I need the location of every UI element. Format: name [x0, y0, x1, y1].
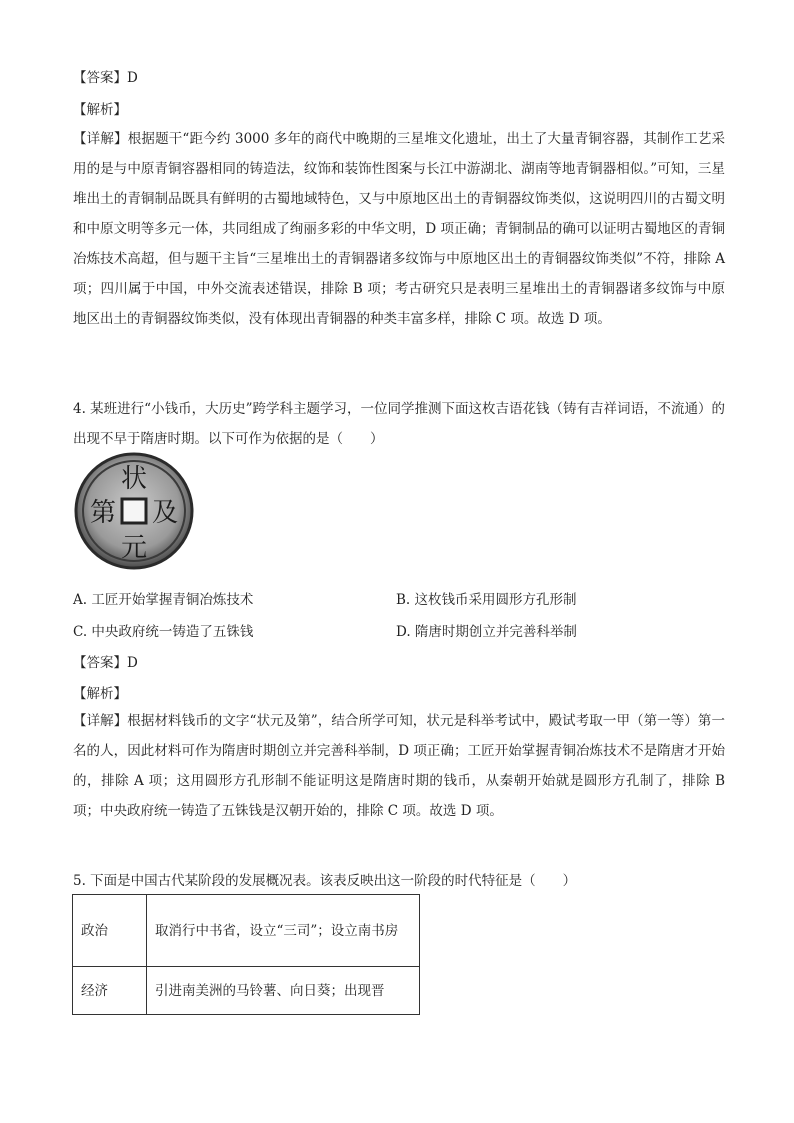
- q3-analysis-label: 【解析】: [73, 102, 127, 118]
- q5-stem: 5. 下面是中国古代某阶段的发展概况表。该表反映出这一阶段的时代特征是（ ）: [73, 873, 577, 889]
- q3-detail: 【详解】根据题干“距今约 3000 多年的商代中晚期的三星堆文化遗址，出土了大量青铜容器，其制作工艺采用的是与中原青铜容器相同的铸造法，纹饰和装饰性图案与长江中游湖北、湖南等地青铜器相似。”可知，三星堆出土的青铜制品既具有鲜明的古蜀地域特色，又与中原地区出土的青铜器纹饰类似，这说明四川的古蜀文明和中原文明等多元一体，共同组成了绚丽多彩的中华文明，D 项正确；青铜制品的确可以证明古蜀地区的青铜冶炼技术高超，但与题干主旨“三星堆出土的青铜器诸多纹饰与中原地区出土的青铜器纹饰类似”不符，排除 A 项；四川属于中国，中外交流表述错误，排除 B 项；考古研究只是表明三星堆出土的青铜器诸多纹饰与中原地区出土的青铜器纹饰类似，没有体现出青铜器的种类丰富多样，排除 C 项。故选 D 项。: [73, 131, 725, 327]
- table-key: 经济: [73, 967, 147, 1015]
- q3-answer: 【答案】D: [73, 70, 138, 86]
- q4-answer: 【答案】D: [73, 655, 138, 671]
- coin-char-right: 及: [151, 498, 179, 528]
- coin-char-top: 状: [120, 464, 148, 494]
- q4-stem: 4. 某班进行“小钱币，大历史”跨学科主题学习，一位同学推测下面这枚吉语花钱（铸有吉祥词语，不流通）的出现不早于隋唐时期。以下可作为依据的是（ ）: [73, 401, 725, 447]
- table-row: [73, 967, 420, 1015]
- table-key: 政治: [73, 895, 147, 967]
- q4-detail: 【详解】根据材料钱币的文字“状元及第”，结合所学可知，状元是科举考试中，殿试考取一甲（第一等）第一名的人，因此材料可作为隋唐时期创立并完善科举制，D 项正确；工匠开始掌握青铜冶炼技术不是隋唐才开始的，排除 A 项；这用圆形方孔形制不能证明这是隋唐时期的钱币，从秦朝开始就是圆形方孔制了，排除 B 项；中央政府统一铸造了五铢钱是汉朝开始的，排除 C 项。故选 D 项。: [73, 713, 725, 819]
- table-value: 引进南美洲的马铃薯、向日葵；出现晋: [147, 967, 420, 1015]
- q4-option-a: A. 工匠开始掌握青铜冶炼技术: [73, 592, 254, 608]
- table-row: [73, 895, 420, 967]
- table-value: 取消行中书省，设立“三司”；设立南书房: [147, 895, 420, 967]
- coin-char-bottom: 元: [120, 533, 148, 563]
- coin-char-left: 第: [89, 498, 117, 528]
- q4-option-d: D. 隋唐时期创立并完善科举制: [396, 624, 577, 640]
- q4-analysis-label: 【解析】: [73, 686, 127, 702]
- q4-option-b: B. 这枚钱币采用圆形方孔形制: [396, 592, 577, 608]
- q5-table: [72, 894, 420, 1015]
- q4-option-c: C. 中央政府统一铸造了五铢钱: [73, 624, 254, 640]
- coin-image: [74, 452, 194, 570]
